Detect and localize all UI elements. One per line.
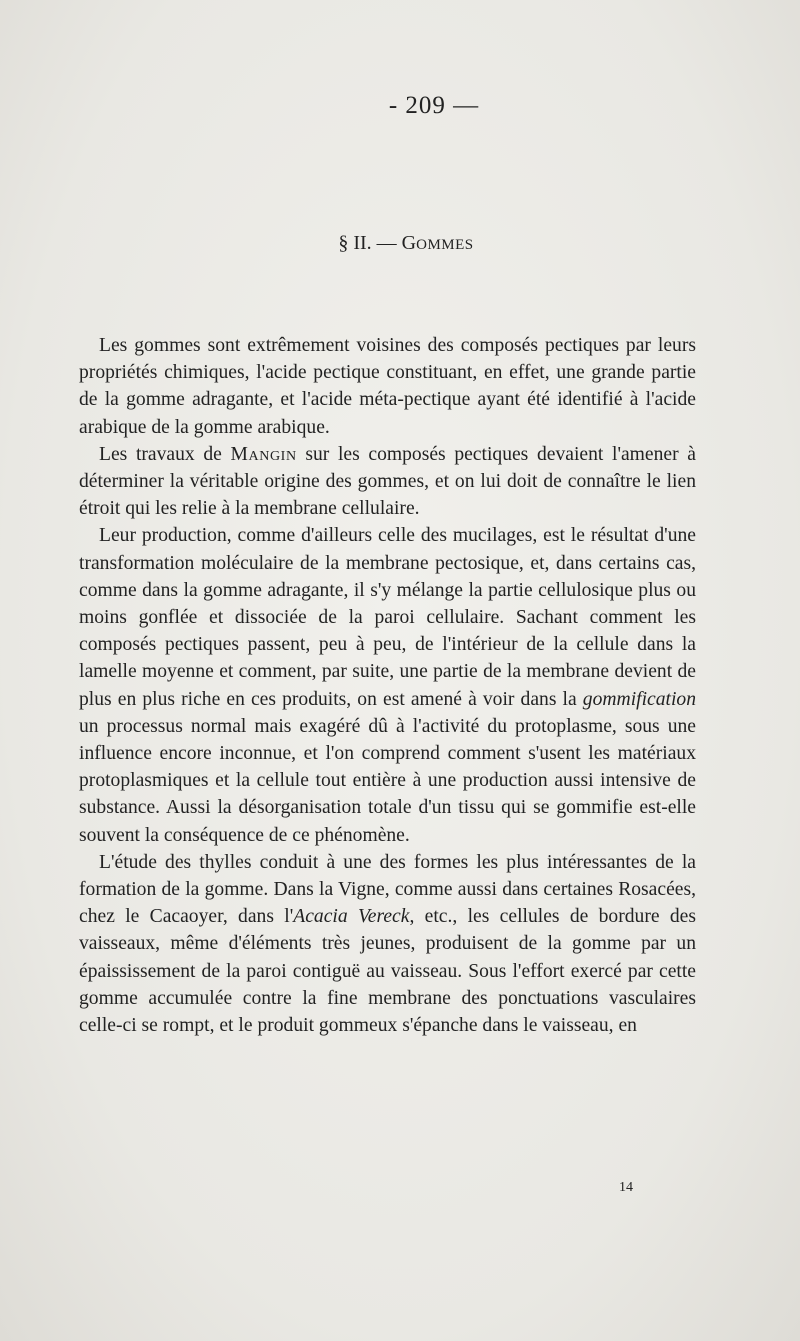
author-name: Mangin: [230, 443, 297, 465]
paragraph-2-after: sur les composés pectiques devaient l'amener à déterminer la véritable origine des gommes, et on lui doit de connaître le lien étroit qui les relie à la membrane cellulaire.: [79, 443, 696, 520]
signature-folio: 14: [619, 1180, 633, 1195]
section-title-initial: G: [401, 232, 417, 254]
paragraph-4: [79, 849, 696, 1039]
paragraph-4-before: L'étude des thylles conduit à une des formes les plus intéressantes de la formation de la gomme. Dans la Vigne, comme aussi dans certaines Rosacées, chez le Cacaoyer, dans l': [79, 851, 696, 928]
paragraph-4-italic: Acacia Vereck: [293, 906, 410, 928]
paragraph-3-after: un processus normal mais exagéré dû à l'activité du protoplasme, sous une influence encore inconnue, et l'on comprend comment s'usent les matériaux protoplasmiques et la cellule tout entière à une production aussi intensive de substance. Aussi la désorganisation totale d'un tissu qui se gommifie est-elle souvent la conséquence de ce phénomène.: [79, 715, 696, 846]
page-number: - 209 —: [388, 92, 480, 119]
section-title-rest: OMMES: [416, 237, 474, 253]
paragraph-1: Les gommes sont extrêmement voisines des composés pectiques par leurs propriétés chimiques, l'acide pectique constituant, en effet, une grande partie de la gomme adragante, et l'acide méta-pectique ayant été identifié à l'acide arabique de la gomme arabique.: [79, 335, 696, 438]
paragraph-2-before: Les travaux de: [99, 443, 231, 465]
paragraph-3-before: Leur production, comme d'ailleurs celle des mucilages, est le résultat d'une transformation moléculaire de la membrane pectosique, et, dans certains cas, comme dans la gomme adragante, il s'y mélange la partie cellulosique plus ou moins gonflée et dissociée de la paroi cellulaire. Sachant comment les composés pectiques passent, peu à peu, de l'intérieur de la cellule dans la lamelle moyenne et comment, par suite, une partie de la membrane devient de plus en plus riche en ces produits, on est amené à voir dans la: [79, 525, 696, 710]
section-prefix: § II. —: [338, 232, 402, 254]
paragraph-4-after: , etc., les cellules de bordure des vaisseaux, même d'éléments très jeunes, produisent de la gomme par un épaississement de la paroi contiguë au vaisseau. Sous l'effort exercé par cette gomme accumulée contre la fine membrane des ponctuations vasculaires celle-ci se rompt, et le produit gommeux s'épanche dans le vaisseau, en: [79, 906, 697, 1037]
body-text: [79, 332, 696, 1039]
paragraph-3-italic: gommification: [582, 688, 696, 710]
section-heading: [6, 232, 800, 255]
paragraph-3: [79, 522, 696, 848]
paragraph-2: [79, 441, 696, 523]
